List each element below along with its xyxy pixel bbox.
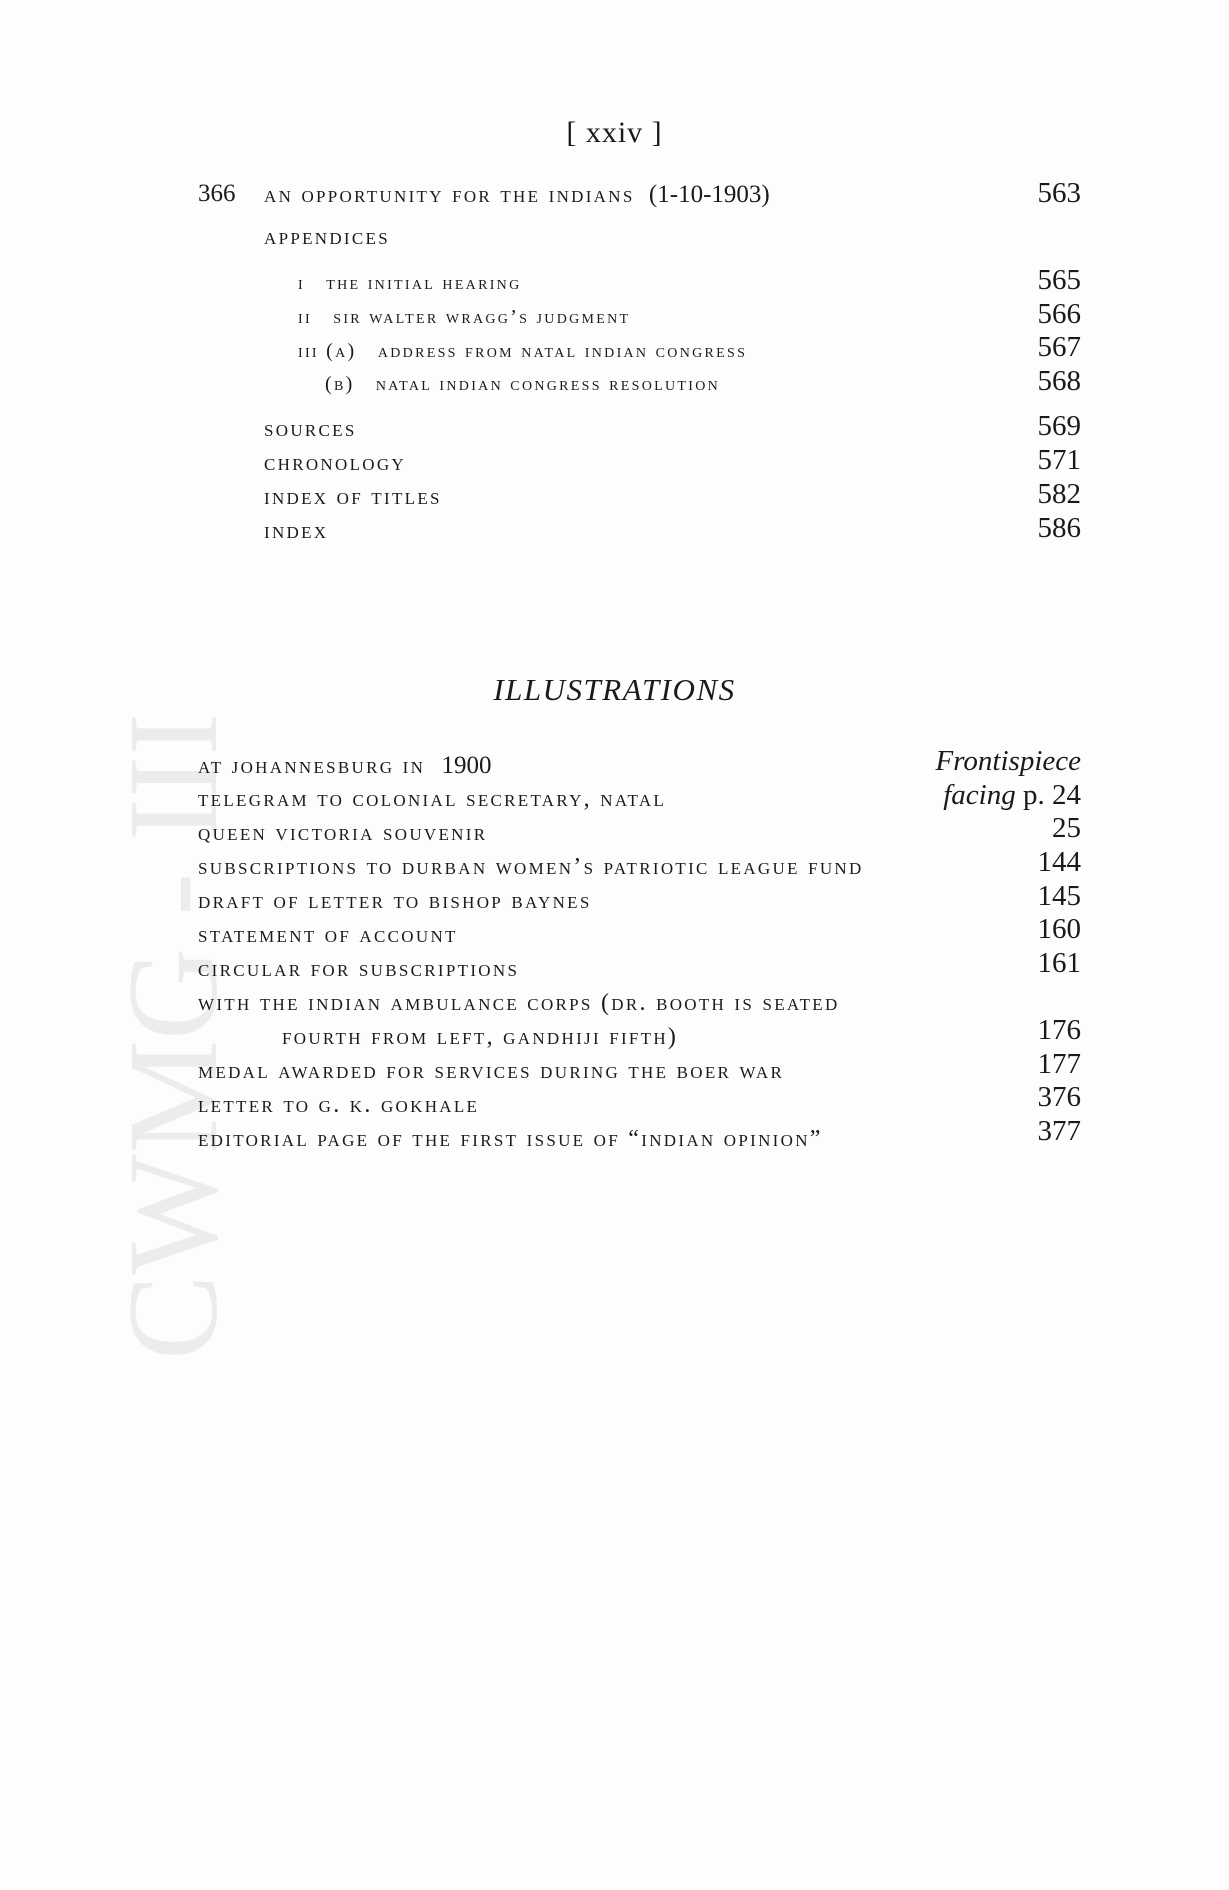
item-page: 563 [1037,177,1081,209]
back-matter-title: index [264,518,329,544]
illustration-title: subscriptions to durban women’s patriotic league fund [198,854,864,880]
back-matter-title: sources [264,416,357,442]
illustration-title: circular for subscriptions [198,956,520,982]
appendix-row [298,272,522,295]
illustration-page-number: p. 24 [1023,779,1081,811]
appendix-page: 565 [1037,264,1081,296]
back-matter-page: 586 [1037,512,1081,544]
appendix-title: natal indian congress resolution [375,373,721,395]
illustration-title-continued: fourth from left, gandhiji fifth) [282,1024,679,1050]
appendix-row [298,306,630,329]
illustration-page: 177 [1037,1048,1081,1080]
illustration-title: draft of letter to bishop baynes [198,888,592,914]
appendix-title: sir walter wragg’s judgment [333,306,631,328]
back-matter-page: 582 [1037,478,1081,510]
appendix-numeral: iii (a) [298,340,357,362]
appendix-page: 567 [1037,331,1081,363]
appendix-numeral: (b) [325,373,355,395]
illustration-page: 377 [1037,1115,1081,1147]
illustration-title: editorial page of the first issue of “indian opinion” [198,1126,823,1152]
appendix-row [325,373,720,396]
illustration-title: statement of account [198,922,458,948]
item-number: 366 [198,180,236,207]
appendices-label: appendices [264,224,390,250]
item-title-text: an opportunity for the indians [264,182,635,208]
back-matter-page: 569 [1037,410,1081,442]
back-matter-title: index of titles [264,484,442,510]
illustration-page: 145 [1037,880,1081,912]
illustration-page: 144 [1037,846,1081,878]
illustration-page: 25 [1052,812,1081,844]
illustration-title: queen victoria souvenir [198,820,488,846]
back-matter-page: 571 [1037,444,1081,476]
illustration-title-text: at johannesburg in [198,753,426,779]
illustration-title [198,752,492,780]
illustration-page-prefix: facing [943,779,1016,811]
illustration-page: 161 [1037,947,1081,979]
back-matter-title: chronology [264,450,406,476]
item-date: (1-10-1903) [648,181,770,208]
illustrations-heading: ILLUSTRATIONS [493,672,736,707]
watermark-text: CWMG - III [102,713,244,1360]
illustration-page: 160 [1037,913,1081,945]
appendix-page: 568 [1037,365,1081,397]
illustration-page: Frontispiece [935,745,1081,777]
appendix-row [298,340,747,363]
illustration-year: 1900 [441,752,492,779]
illustration-page: 376 [1037,1081,1081,1113]
appendix-numeral: i [298,272,305,294]
illustration-title: telegram to colonial secretary, natal [198,786,667,812]
illustration-page [943,779,1081,812]
appendix-title: the initial hearing [326,272,522,294]
appendix-title: address from natal indian congress [377,340,748,362]
page-number: [ xxiv ] [566,116,663,149]
appendix-page: 566 [1037,298,1081,330]
illustration-title: with the indian ambulance corps (dr. booth is seated [198,990,840,1016]
illustration-page: 176 [1037,1014,1081,1046]
appendix-numeral: ii [298,306,312,328]
illustration-title: letter to g. k. gokhale [198,1092,480,1118]
item-title [264,181,770,209]
illustration-title: medal awarded for services during the boer war [198,1058,785,1084]
